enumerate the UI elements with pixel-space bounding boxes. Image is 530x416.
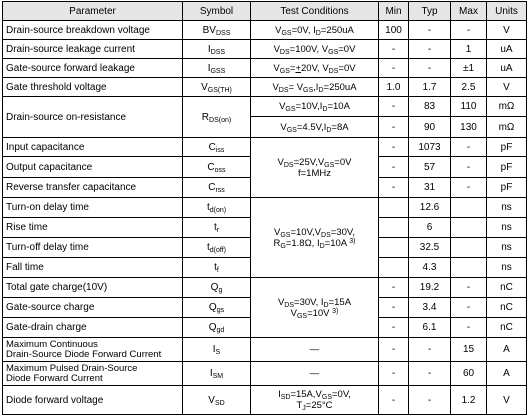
cond-sub: GS [281,29,292,37]
electrical-characteristics-table [2,1,527,415]
symbol-sub: GS(TH) [207,86,232,94]
max-cell: 1.2 [451,386,487,415]
cond-sub: GS [286,126,297,134]
symbol-cell [183,238,251,258]
cond-sub: D [318,86,324,94]
symbol-cell [183,318,251,338]
cond-sub: DS [328,67,339,75]
symbol-sub: gd [216,327,225,334]
unit-cell: V [487,21,527,40]
typ-cell: 90 [409,117,451,138]
cond-text: =30V, I [294,296,324,308]
param-cell: Total gate charge(10V) [3,278,183,298]
max-cell: 60 [451,362,487,386]
symbol-cell [183,78,251,97]
min-cell [379,218,409,238]
cond-text: =0V [338,43,356,55]
symbol-sub: f [216,267,219,274]
cond-line-2: f=1MHz [298,167,331,179]
symbol-sub: iss [215,146,225,154]
cond-text: =0V, I [291,24,316,36]
cond-text: = V [288,81,304,93]
row-threshold-voltage [3,78,527,97]
symbol-sub: rss [215,187,225,194]
row-on-resistance-10v [3,97,527,117]
symbol-sub: S [215,349,221,356]
condition-cell [251,198,379,278]
cond-sub: D [315,29,321,37]
cond-line-1 [254,297,375,308]
param-line-1: Maximum Pulsed Drain-Source [6,362,138,374]
min-cell: - [379,40,409,59]
symbol-main: t [214,262,217,273]
cond-sub: DS [284,301,295,309]
unit-cell: nC [487,298,527,318]
param-cell: Gate-source charge [3,298,183,318]
max-cell: - [451,178,487,198]
header-max: Max [451,2,487,21]
row-diode-forward-voltage [3,386,527,415]
unit-cell: A [487,338,527,362]
min-cell: - [379,178,409,198]
max-cell [451,218,487,238]
cond-sub: GS [296,312,308,320]
cond-text: V [277,296,285,308]
cond-sub: D [323,301,329,309]
cond-text: V [274,226,281,238]
cond-sub: D [322,106,328,113]
cond-text: =250uA [320,24,354,36]
cond-text: =25V,V [293,156,325,168]
min-cell: 100 [379,21,409,40]
condition-cell: — [251,338,379,362]
cond-sub: GS [279,67,290,75]
typ-cell: - [409,386,451,415]
param-cell: Drain-source breakdown voltage [3,21,183,40]
symbol-cell [183,218,251,238]
param-cell: Drain-source leakage current [3,40,183,59]
min-cell: - [379,318,409,338]
symbol-cell [183,362,251,386]
cond-sub: GS [285,106,296,113]
max-cell: - [451,318,487,338]
cond-text: V [290,307,297,319]
symbol-sub: d(on) [209,207,227,214]
symbol-sub: gs [216,307,225,314]
symbol-main: Q [208,322,217,333]
unit-cell: ns [487,238,527,258]
max-cell: 15 [451,338,487,362]
condition-cell [251,278,379,338]
symbol-main: I [212,344,216,355]
symbol-sub: DSS [215,29,231,37]
symbol-cell [183,298,251,318]
cond-text: V [279,101,286,112]
min-cell: - [379,386,409,415]
unit-cell: mΩ [487,117,527,138]
min-cell: - [379,97,409,117]
typ-cell: 4.3 [409,258,451,278]
cond-sub: GS [303,86,314,94]
symbol-main: I [207,43,211,55]
cond-text: =4.5V,I [296,121,327,133]
symbol-cell [183,258,251,278]
unit-cell: nC [487,278,527,298]
unit-cell: ns [487,218,527,238]
symbol-cell [183,40,251,59]
cond-sub: GS [280,231,291,239]
param-cell: Gate threshold voltage [3,78,183,97]
max-cell: ±1 [451,59,487,78]
unit-cell: nC [487,318,527,338]
symbol-main: C [207,161,215,173]
cond-text: =0V, [332,389,351,400]
symbol-cell [183,97,251,138]
param-cell: Input capacitance [3,138,183,157]
cond-text: =10V,I [295,101,323,112]
unit-cell: pF [487,157,527,178]
param-cell: Fall time [3,258,183,278]
cond-text: =8A [331,121,349,133]
unit-cell: uA [487,40,527,59]
typ-cell: - [409,40,451,59]
symbol-cell [183,138,251,157]
symbol-cell [183,278,251,298]
param-cell: Turn-off delay time [3,238,183,258]
typ-cell: 57 [409,157,451,178]
condition-cell [251,138,379,198]
footnote-ref: 3) [349,237,356,245]
min-cell: - [379,138,409,157]
symbol-cell [183,157,251,178]
condition-cell [251,386,379,415]
cond-text: =1.8Ω, I [285,237,320,249]
unit-cell: A [487,362,527,386]
unit-cell: uA [487,59,527,78]
unit-cell: mΩ [487,97,527,117]
cond-text: =10V,V [290,226,322,238]
cond-text: =10V [307,307,330,319]
symbol-sub: SM [212,373,224,380]
typ-cell: 6 [409,218,451,238]
param-cell: Turn-on delay time [3,198,183,218]
unit-cell: V [487,78,527,97]
cond-sub: G [280,242,286,250]
cond-text: = [289,62,296,74]
max-cell: - [451,157,487,178]
cond-text: =0V [338,62,356,74]
max-cell: - [451,298,487,318]
param-cell [3,338,183,362]
cond-text: V [273,62,280,74]
unit-cell: ns [487,198,527,218]
symbol-cell [183,338,251,362]
param-line-2: Drain-Source Diode Forward Current [6,348,162,360]
cond-line-2 [254,238,375,249]
header-conditions: Test Conditions [251,2,379,21]
min-cell: - [379,117,409,138]
unit-cell: pF [487,138,527,157]
symbol-cell [183,386,251,415]
typ-cell: - [409,21,451,40]
cond-text: =15A,V [290,389,322,400]
header-parameter: Parameter [3,2,183,21]
cond-text: ,I [313,81,319,93]
typ-cell: 32.5 [409,238,451,258]
symbol-main: Q [210,282,219,293]
typ-cell: 31 [409,178,451,198]
symbol-main: I [207,62,211,74]
typ-cell: 12.6 [409,198,451,218]
cond-line-2 [254,400,375,411]
param-cell [3,362,183,386]
cond-line-1 [254,389,375,400]
cond-line-1 [254,227,375,238]
symbol-sub: d(off) [209,247,226,254]
cond-text: =25°C [305,400,333,411]
min-cell: - [379,278,409,298]
cond-sub: GS [321,394,332,401]
max-cell: 2.5 [451,78,487,97]
symbol-sub: r [216,227,220,234]
symbol-cell [183,21,251,40]
typ-cell: 83 [409,97,451,117]
typ-cell: 1073 [409,138,451,157]
symbol-sub: GSS [210,67,226,75]
max-cell: 1 [451,40,487,59]
cond-text: I [278,389,281,400]
max-cell [451,238,487,258]
param-cell: Drain-source on-resistance [3,97,183,138]
row-total-gate-charge [3,278,527,298]
symbol-main: t [207,242,210,253]
param-cell: Diode forward voltage [3,386,183,415]
param-line-2: Diode Forward Current [6,372,103,384]
cond-line-2 [254,308,375,319]
symbol-sub: DS(on) [209,116,232,124]
footnote-ref: 3) [332,307,339,315]
cond-text: V [280,121,287,133]
header-row [3,2,527,21]
row-turn-on-delay [3,198,527,218]
symbol-main: t [213,222,217,233]
cond-sub: D [326,126,332,134]
typ-cell: - [409,362,451,386]
cond-text: =15A [328,296,352,308]
min-cell: - [379,298,409,318]
cond-sub: DS [279,48,290,56]
header-units: Units [487,2,527,21]
condition-cell [251,21,379,40]
param-line-1: Maximum Continuous [6,338,98,350]
cond-text: =0V [334,156,352,168]
param-cell: Gate-drain charge [3,318,183,338]
cond-plusminus: + [295,62,302,74]
cond-sub: SD [280,394,291,401]
max-cell [451,198,487,218]
typ-cell: 19.2 [409,278,451,298]
row-input-capacitance [3,138,527,157]
cond-text: 20V, V [301,62,329,74]
cond-text: =10A [324,237,347,249]
typ-cell: - [409,338,451,362]
typ-cell: 6.1 [409,318,451,338]
min-cell: - [379,338,409,362]
symbol-main: BV [202,24,216,36]
unit-cell: ns [487,258,527,278]
condition-cell [251,97,379,117]
symbol-main: C [208,141,216,153]
min-cell: - [379,59,409,78]
symbol-sub: SD [214,399,225,407]
symbol-cell [183,59,251,78]
symbol-main: V [201,81,208,93]
condition-cell [251,59,379,78]
cond-text: V [277,156,284,168]
row-gate-leakage [3,59,527,78]
max-cell: - [451,278,487,298]
min-cell: - [379,157,409,178]
cond-text: R [273,237,281,249]
min-cell: - [379,362,409,386]
min-cell [379,258,409,278]
row-pulsed-diode-current [3,362,527,386]
max-cell: 110 [451,97,487,117]
cond-sub: GS [328,48,339,56]
max-cell: - [451,21,487,40]
symbol-sub: g [218,287,223,294]
symbol-cell [183,198,251,218]
param-cell: Rise time [3,218,183,238]
max-cell [451,258,487,278]
cond-line-1 [254,157,375,168]
header-min: Min [379,2,409,21]
cond-sub: DS [283,161,294,169]
min-cell [379,198,409,218]
symbol-main: C [208,182,216,193]
condition-cell [251,40,379,59]
min-cell: 1.0 [379,78,409,97]
condition-cell [251,78,379,97]
cond-text: V [272,81,279,93]
cond-text: =30V, [330,226,355,238]
unit-cell: pF [487,178,527,198]
param-cell: Reverse transfer capacitance [3,178,183,198]
cond-sub: J [302,405,306,412]
symbol-main: V [208,394,215,406]
typ-cell: 1.7 [409,78,451,97]
row-leakage-current [3,40,527,59]
max-cell: - [451,138,487,157]
symbol-main: t [206,202,210,213]
cond-text: V [275,24,282,36]
cond-text: =100V, V [289,43,329,55]
typ-cell: - [409,59,451,78]
param-cell: Gate-source forward leakage [3,59,183,78]
row-continuous-diode-current [3,338,527,362]
symbol-main: I [209,368,213,379]
cond-sub: GS [324,161,335,169]
min-cell [379,238,409,258]
header-symbol: Symbol [183,2,251,21]
symbol-sub: oss [214,166,226,174]
condition-cell: — [251,362,379,386]
typ-cell: 3.4 [409,298,451,318]
cond-sub: DS [278,86,289,94]
param-cell: Output capacitance [3,157,183,178]
condition-cell [251,117,379,138]
row-breakdown-voltage [3,21,527,40]
cond-text: =10A [327,101,350,112]
cond-text: =250uA [323,81,357,93]
symbol-cell [183,178,251,198]
header-typ: Typ [409,2,451,21]
cond-sub: DS [321,231,331,239]
symbol-main: R [201,111,210,123]
symbol-main: Q [208,302,217,313]
symbol-sub: DSS [210,48,226,56]
cond-text: T [296,400,303,411]
cond-text: V [273,43,280,55]
max-cell: 130 [451,117,487,138]
unit-cell: V [487,386,527,415]
cond-sub: D [319,242,325,250]
